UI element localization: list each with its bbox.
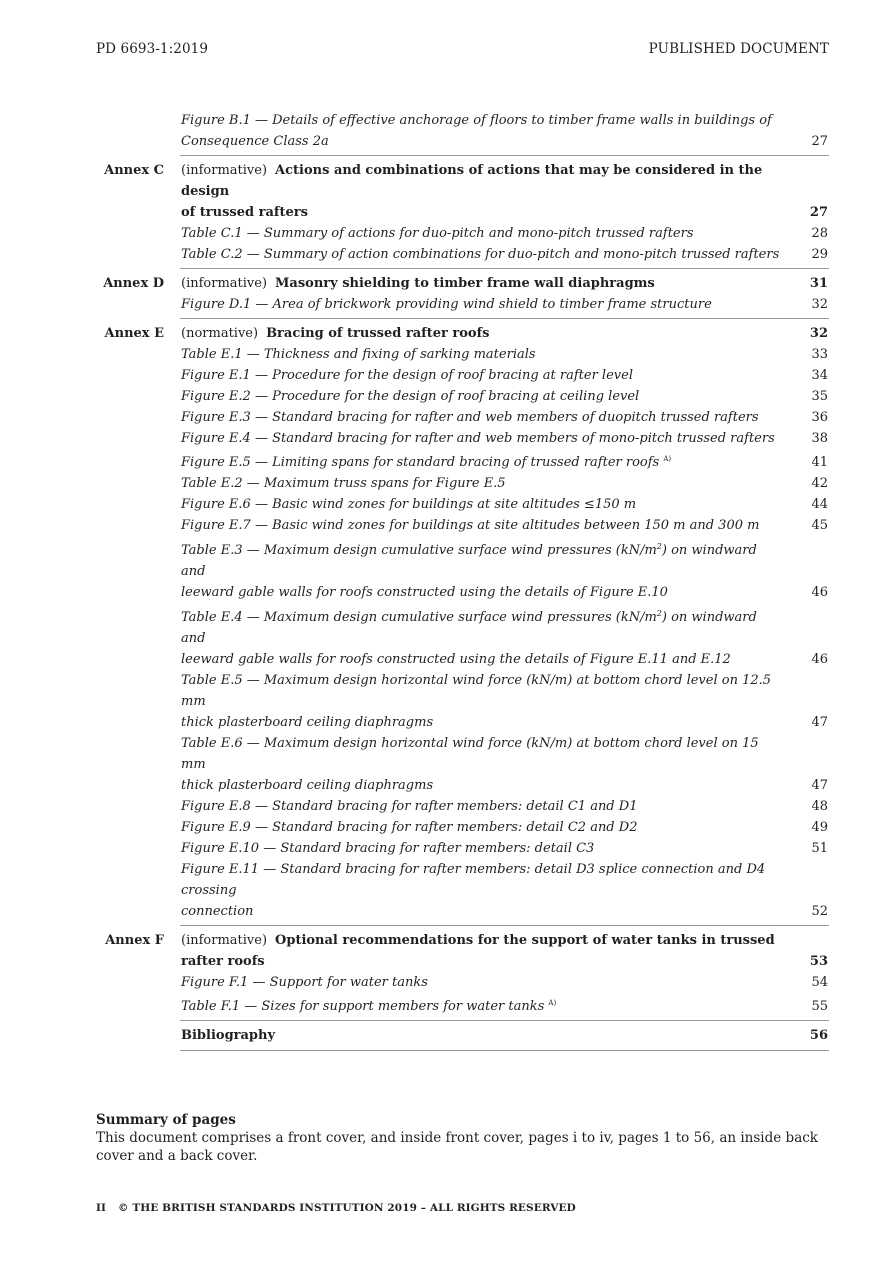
- toc-entry-continued[interactable]: [0, 649, 828, 670]
- toc-entry-line: connection: [181, 904, 254, 919]
- annex-label: Annex F: [105, 933, 164, 948]
- toc-entry-line: Figure E.3 — Standard bracing for rafter and web members of duopitch trussed rafters: [181, 410, 759, 425]
- toc-entry-line: Figure E.4 — Standard bracing for rafter and web members of mono-pitch trussed rafters: [181, 431, 775, 446]
- annex-kind: (informative): [181, 163, 268, 178]
- toc-entry[interactable]: [0, 407, 828, 428]
- annex-kind: (normative): [181, 326, 259, 341]
- toc-entry[interactable]: [0, 515, 828, 536]
- toc-entry[interactable]: [0, 603, 781, 649]
- annex-title: Optional recommendations for the support of water tanks in trussed: [275, 933, 775, 948]
- annex-title: of trussed rafters: [181, 205, 308, 220]
- document-code: PD 6693-1:2019: [96, 41, 209, 57]
- annex-label: Annex D: [103, 276, 164, 291]
- toc-entry[interactable]: [0, 344, 828, 365]
- toc-entry-line: leeward gable walls for roofs constructed using the details of Figure E.11 and E.12: [181, 652, 731, 667]
- toc-entry-line: Figure F.1 — Support for water tanks: [181, 975, 428, 990]
- toc-page-number: 46: [811, 585, 828, 600]
- superscript: 2: [656, 609, 662, 618]
- toc-entry-line: Table C.2 — Summary of action combinations for duo-pitch and mono-pitch trussed rafters: [181, 247, 780, 262]
- toc-page-number: 52: [811, 904, 828, 919]
- toc-page-number: 35: [811, 389, 828, 404]
- toc-page-number: 42: [811, 476, 828, 491]
- toc-entry-line: thick plasterboard ceiling diaphragms: [181, 778, 434, 793]
- toc-entry-line: Table F.1 — Sizes for support members for water tanks: [181, 999, 545, 1014]
- toc-entry-line: leeward gable walls for roofs constructed using the details of Figure E.10: [181, 585, 668, 600]
- toc-page-number: 48: [811, 799, 828, 814]
- annex-title: Masonry shielding to timber frame wall diaphragms: [275, 276, 655, 291]
- summary-title: Summary of pages: [96, 1112, 236, 1128]
- annex-label: Annex E: [104, 326, 164, 341]
- bibliography-heading[interactable]: [0, 1025, 828, 1046]
- toc-entry[interactable]: [0, 449, 828, 473]
- annex-kind: (informative): [181, 933, 268, 948]
- annex-heading[interactable]: [0, 930, 781, 951]
- toc-page-number: 32: [809, 326, 828, 341]
- toc-entry[interactable]: [0, 859, 781, 901]
- toc-page-number: 28: [811, 226, 828, 241]
- toc-entry-line: Figure E.5 — Limiting spans for standard bracing of trussed rafter roofs: [181, 455, 660, 470]
- toc-entry-line: Table E.2 — Maximum truss spans for Figure E.5: [181, 476, 506, 491]
- toc-page-number: 34: [811, 368, 828, 383]
- toc-page-number: 45: [811, 518, 828, 533]
- toc-page-number: 27: [811, 134, 828, 149]
- toc-entry-continued[interactable]: [0, 582, 828, 603]
- toc-entry[interactable]: [0, 993, 828, 1017]
- toc-page-number: 29: [811, 247, 828, 262]
- toc-page-number: 32: [811, 297, 828, 312]
- amendment-mark: A): [663, 455, 672, 463]
- toc-page-number: 47: [811, 778, 828, 793]
- toc-entry-line: Table C.1 — Summary of actions for duo-pitch and mono-pitch trussed rafters: [181, 226, 694, 241]
- toc-entry-line: ) on windward and: [181, 610, 757, 646]
- toc-page-number: 41: [811, 455, 828, 470]
- toc-entry-line: Figure E.6 — Basic wind zones for buildings at site altitudes ≤150 m: [181, 497, 637, 512]
- toc-entry-line: Table E.1 — Thickness and fixing of sarking materials: [181, 347, 536, 362]
- toc-entry[interactable]: [0, 244, 828, 265]
- toc-annex-e: [0, 323, 892, 922]
- toc-entry[interactable]: [0, 536, 781, 582]
- toc-page-number: 47: [811, 715, 828, 730]
- toc-entry[interactable]: [0, 365, 828, 386]
- toc-entry-line: Table E.6 — Maximum design horizontal wind force (kN/m) at bottom chord level on 15 mm: [181, 736, 759, 772]
- toc-entry-line: ) on windward and: [181, 543, 757, 579]
- toc-annex-d: [0, 273, 892, 315]
- toc-page-number: 33: [811, 347, 828, 362]
- toc-entry-line: thick plasterboard ceiling diaphragms: [181, 715, 434, 730]
- summary-of-pages: [96, 1111, 831, 1165]
- toc-entry[interactable]: [0, 110, 781, 131]
- toc-page-number: 55: [811, 999, 828, 1014]
- toc-entry-line: Figure E.10 — Standard bracing for rafter members: detail C3: [181, 841, 595, 856]
- annex-title: Actions and combinations of actions that may be considered in the design: [181, 163, 763, 199]
- page-footer: [96, 1202, 576, 1214]
- annex-heading-continued[interactable]: [0, 951, 828, 972]
- toc-page-number: 36: [811, 410, 828, 425]
- amendment-mark: A): [548, 999, 557, 1007]
- toc-entry-line: Figure E.11 — Standard bracing for rafter members: detail D3 splice connection and D4 crossing: [181, 862, 766, 898]
- toc-page-number: 51: [811, 841, 828, 856]
- toc-entry-line: Figure E.1 — Procedure for the design of roof bracing at rafter level: [181, 368, 633, 383]
- toc-entry-line: Figure B.1 — Details of effective anchorage of floors to timber frame walls in buildings of: [181, 113, 772, 128]
- toc-entry[interactable]: [0, 473, 828, 494]
- toc-entry[interactable]: [0, 428, 828, 449]
- toc-entry[interactable]: [0, 294, 828, 315]
- document-status: PUBLISHED DOCUMENT: [648, 41, 829, 57]
- annex-kind: (informative): [181, 276, 268, 291]
- toc-entry-line: Figure D.1 — Area of brickwork providing wind shield to timber frame structure: [181, 297, 712, 312]
- toc-entry-continued[interactable]: [0, 901, 828, 922]
- annex-heading[interactable]: [0, 160, 781, 202]
- toc-entry[interactable]: [0, 733, 781, 775]
- toc-annex-c: [0, 160, 892, 265]
- toc-entry-continued[interactable]: [0, 712, 828, 733]
- footer-page-number: II: [96, 1202, 107, 1214]
- toc-entry[interactable]: [0, 838, 828, 859]
- toc-page-number: 56: [809, 1028, 828, 1043]
- toc-page-number: 31: [809, 276, 828, 291]
- bibliography-title: Bibliography: [181, 1028, 276, 1043]
- toc-page-number: 38: [811, 431, 828, 446]
- toc-entry[interactable]: [0, 972, 828, 993]
- toc-entry-line: Figure E.8 — Standard bracing for rafter members: detail C1 and D1: [181, 799, 638, 814]
- toc-entry-line: Figure E.9 — Standard bracing for rafter members: detail C2 and D2: [181, 820, 638, 835]
- toc-entry-line: Consequence Class 2a: [181, 134, 329, 149]
- toc-entry-line: Figure E.7 — Basic wind zones for buildings at site altitudes between 150 m and 300 m: [181, 518, 760, 533]
- toc-page-number: 46: [811, 652, 828, 667]
- toc-entry-continued[interactable]: [0, 131, 828, 152]
- annex-label: Annex C: [104, 163, 164, 178]
- toc-annex-f: [0, 930, 892, 1017]
- table-of-contents: [0, 110, 892, 1051]
- toc-page-number: 44: [811, 497, 828, 512]
- toc-entry-line: Table E.3 — Maximum design cumulative surface wind pressures (kN/m: [181, 543, 657, 558]
- annex-heading[interactable]: [0, 323, 828, 344]
- toc-entry[interactable]: [0, 494, 828, 515]
- toc-entry[interactable]: [0, 670, 781, 712]
- toc-entry-line: Table E.4 — Maximum design cumulative surface wind pressures (kN/m: [181, 610, 657, 625]
- toc-entry[interactable]: [0, 223, 828, 244]
- toc-entry[interactable]: [0, 817, 828, 838]
- annex-title: Bracing of trussed rafter roofs: [266, 326, 490, 341]
- annex-heading-continued[interactable]: [0, 202, 828, 223]
- toc-page-number: 27: [809, 205, 828, 220]
- copyright-notice: © THE BRITISH STANDARDS INSTITUTION 2019 – ALL RIGHTS RESERVED: [118, 1202, 576, 1214]
- bibliography-rule: [180, 1050, 829, 1051]
- toc-annex-b-tail: [0, 110, 892, 152]
- summary-text: This document comprises a front cover, and inside front cover, pages i to iv, pages 1 to 56, an inside back cover and a back cover.: [96, 1130, 818, 1164]
- toc-bibliography: [0, 1025, 892, 1051]
- toc-entry-line: Figure E.2 — Procedure for the design of roof bracing at ceiling level: [181, 389, 640, 404]
- toc-entry-continued[interactable]: [0, 775, 828, 796]
- superscript: 2: [656, 542, 662, 551]
- toc-page-number: 54: [811, 975, 828, 990]
- annex-title: rafter roofs: [181, 954, 265, 969]
- toc-entry[interactable]: [0, 796, 828, 817]
- toc-entry[interactable]: [0, 386, 828, 407]
- annex-heading[interactable]: [0, 273, 828, 294]
- toc-page-number: 49: [811, 820, 828, 835]
- toc-page-number: 53: [809, 954, 828, 969]
- toc-entry-line: Table E.5 — Maximum design horizontal wind force (kN/m) at bottom chord level on 12.5 mm: [181, 673, 772, 709]
